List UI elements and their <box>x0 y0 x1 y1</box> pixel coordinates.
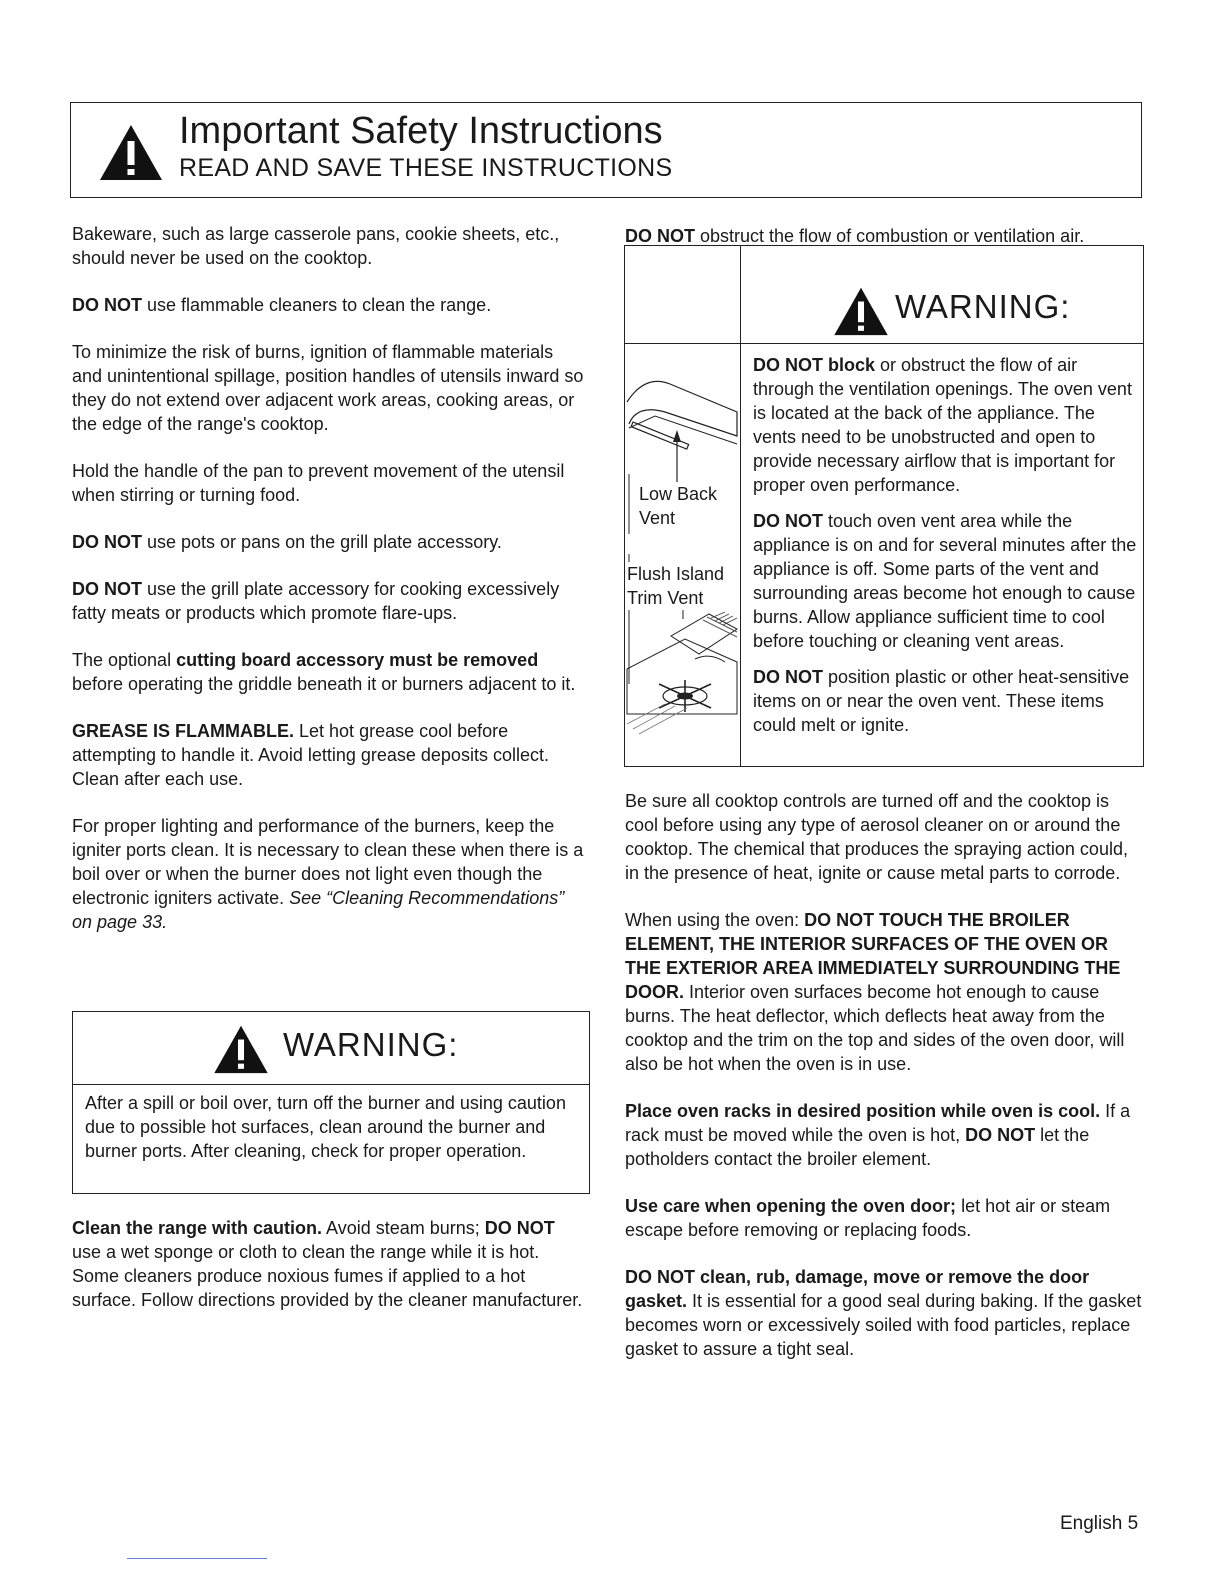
warning-text <box>753 353 1139 749</box>
paragraph-igniters: For proper lighting and performance of the burners, keep the igniter ports clean. It is necessary to clean these when there is a boil over or when the burner does not light even though the electronic igniters activate. See “Cleaning Recommendations” on page 33. <box>72 816 584 932</box>
paragraph-oven-door: Use care when opening the oven door; let hot air or steam escape before removing or replacing foods. <box>625 1196 1111 1240</box>
paragraph-handles: To minimize the risk of burns, ignition of flammable materials and unintentional spillage, position handles of utensils inward so they do not extend over adjacent work areas, cooking areas, or the edge of the range's cooktop. <box>72 342 584 434</box>
right-column <box>625 789 1145 1384</box>
warning-box-vent <box>624 245 1144 767</box>
paragraph-flammable-cleaners: DO NOT use flammable cleaners to clean the range. <box>72 295 492 315</box>
oven-vent-diagram <box>625 344 740 768</box>
left-column <box>72 222 587 957</box>
left-column-bottom <box>72 1216 587 1312</box>
paragraph-obstruct-flow: DO NOT obstruct the flow of combustion or ventilation air. <box>625 226 1085 246</box>
warning-label: WARNING: <box>895 288 1071 325</box>
paragraph-grease: GREASE IS FLAMMABLE. Let hot grease cool before attempting to handle it. Avoid letting grease deposits collect. Clean after each use. <box>72 721 549 789</box>
paragraph-hold-handle: Hold the handle of the pan to prevent movement of the utensil when stirring or turning food. <box>72 461 565 505</box>
paragraph-door-gasket: DO NOT clean, rub, damage, move or remove the door gasket. It is essential for a good seal during baking. If the gasket becomes worn or excessively soiled with food particles, replace gasket to assure a tight seal. <box>625 1267 1142 1359</box>
warning-vent-block: DO NOT block or obstruct the flow of air through the ventilation openings. The oven vent is located at the back of the appliance. The vents need to be unobstructed and open to provide necessary airflow that is important for proper oven performance. <box>753 355 1132 495</box>
paragraph-bakeware: Bakeware, such as large casserole pans, cookie sheets, etc., should never be used on the cooktop. <box>72 224 560 268</box>
page-title: Important Safety Instructions <box>179 110 663 152</box>
page-number: English 5 <box>1060 1513 1139 1534</box>
paragraph-broiler: When using the oven: DO NOT TOUCH THE BROILER ELEMENT, THE INTERIOR SURFACES OF THE OVEN OR THE EXTERIOR AREA IMMEDIATELY SURROUNDING THE DOOR. Interior oven surfaces become hot enough to cause burns. The heat deflector, which deflects heat away from the cooktop and the trim on the top and sides of the oven door, will also be hot when the oven is in use. <box>625 910 1125 1074</box>
paragraph-oven-racks: Place oven racks in desired position while oven is cool. If a rack must be moved while the oven is hot, DO NOT let the potholders contact the broiler element. <box>625 1101 1131 1169</box>
warning-vent-touch: DO NOT touch oven vent area while the appliance is on and for several minutes after the appliance is off. Some parts of the vent and surrounding areas become hot enough to cause burns. Allow appliance sufficient time to cool before touching or cleaning vent areas. <box>753 511 1137 651</box>
warning-text: After a spill or boil over, turn off the burner and using caution due to possible hot surfaces, clean around the burner and burner ports. After cleaning, check for proper operation. <box>85 1093 566 1161</box>
page-subtitle: READ AND SAVE THESE INSTRUCTIONS <box>179 154 673 182</box>
warning-box-spill <box>72 1011 590 1194</box>
paragraph-grill-pots: DO NOT use pots or pans on the grill plate accessory. <box>72 532 502 552</box>
vent-illustration <box>625 344 740 768</box>
header-box <box>70 102 1142 198</box>
warning-triangle-icon <box>833 286 889 336</box>
divider <box>127 1558 267 1559</box>
warning-vent-plastic: DO NOT position plastic or other heat-sensitive items on or near the oven vent. These items could melt or ignite. <box>753 667 1130 735</box>
warning-triangle-icon <box>99 123 163 181</box>
paragraph-grill-fatty: DO NOT use the grill plate accessory for cooking excessively fatty meats or products which promote flare-ups. <box>72 579 560 623</box>
paragraph-aerosol: Be sure all cooktop controls are turned off and the cooktop is cool before using any type of aerosol cleaner on or around the cooktop. The chemical that produces the spraying action could, in the presence of heat, ignite or cause metal parts to corrode. <box>625 791 1128 883</box>
label-flush-island-trim-vent: Flush Island Trim Vent <box>627 562 739 610</box>
warning-label: WARNING: <box>283 1026 459 1063</box>
warning-triangle-icon <box>213 1024 269 1074</box>
paragraph-cutting-board: The optional cutting board accessory must be removed before operating the griddle beneath it or burners adjacent to it. <box>72 650 576 694</box>
warning-header <box>73 1012 589 1085</box>
label-low-back-vent: Low Back Vent <box>639 482 740 530</box>
paragraph-clean-caution: Clean the range with caution. Avoid steam burns; DO NOT use a wet sponge or cloth to clean the range while it is hot. Some cleaners produce noxious fumes if applied to a hot surface. Follow directions provided by the cleaner manufacturer. <box>72 1218 583 1310</box>
